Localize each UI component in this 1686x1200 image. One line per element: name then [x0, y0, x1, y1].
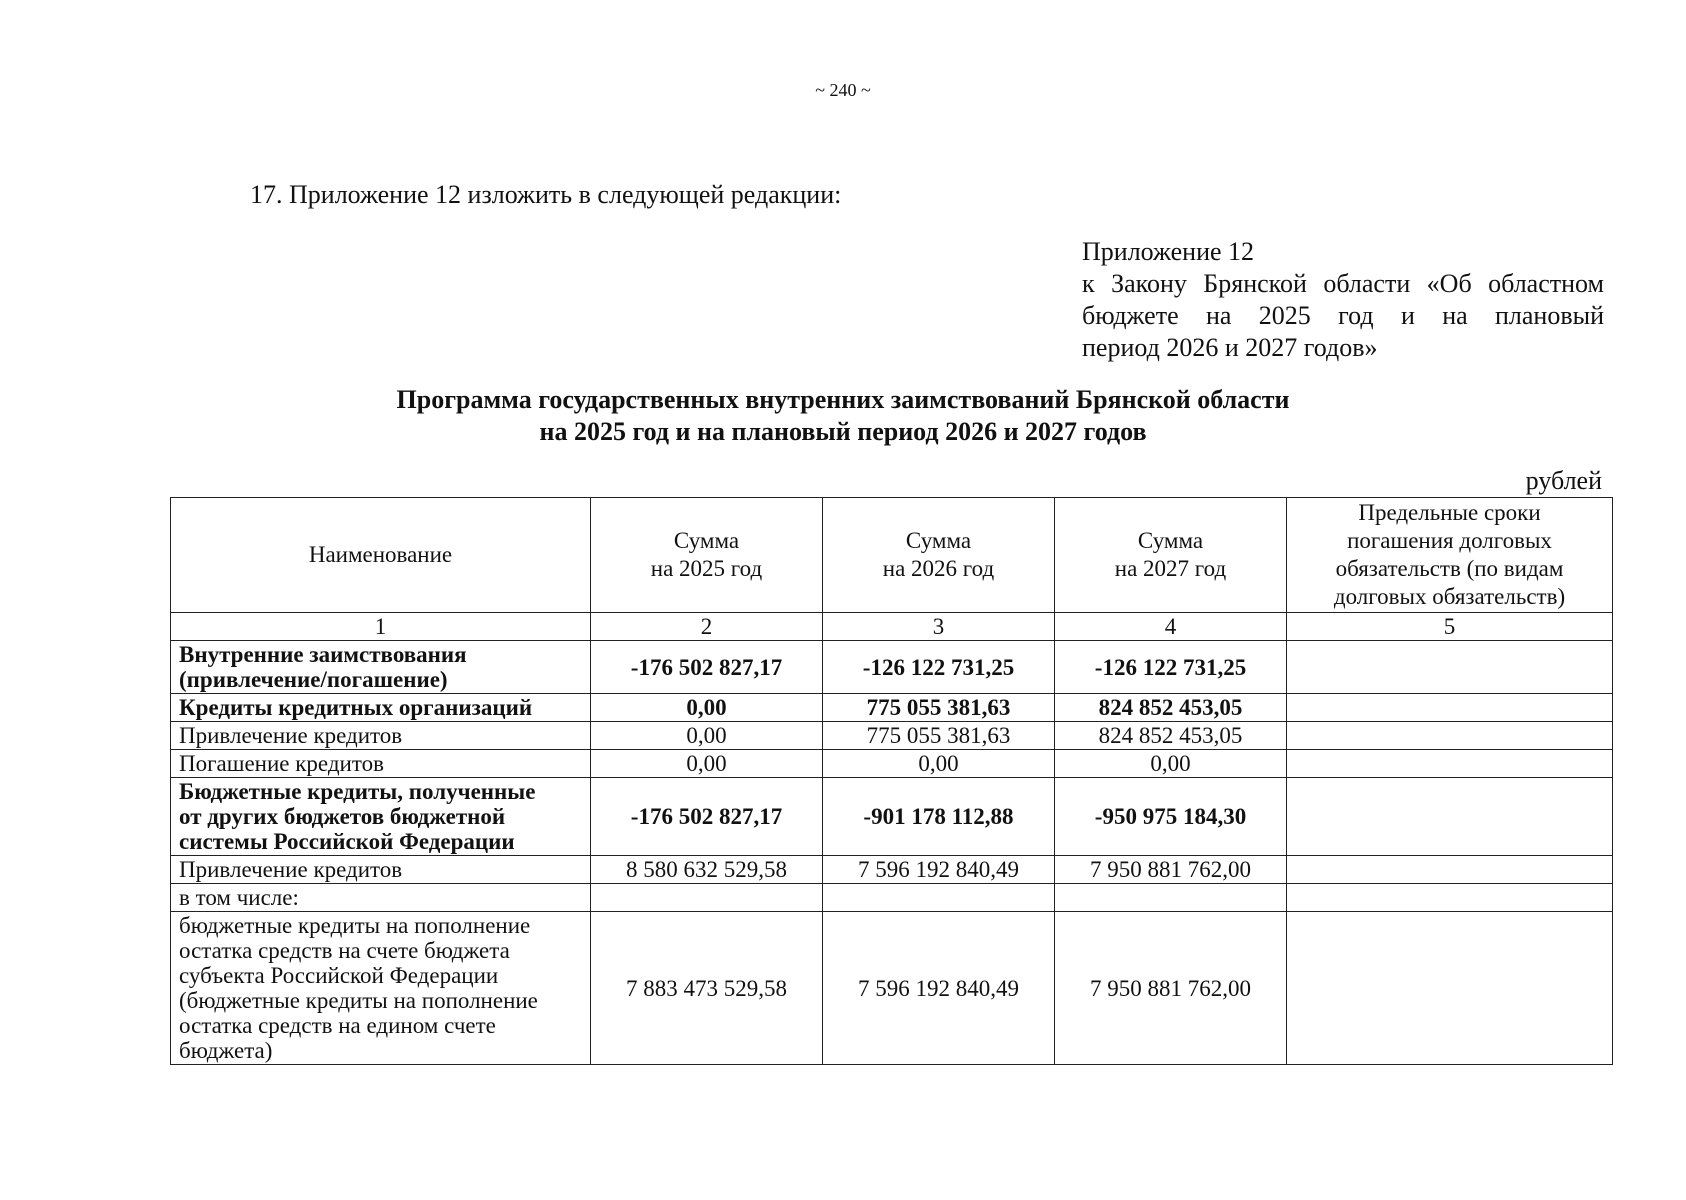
value-2027: 7 950 881 762,00 — [1055, 912, 1287, 1065]
value-2025: 0,00 — [591, 722, 823, 750]
appendix-ref-line: Приложение 12 — [1082, 237, 1255, 266]
appendix-ref-line: к Закону Брянской области «Об областном — [1082, 269, 1604, 298]
header-repayment-terms: Предельные сроки погашения долговых обязательств (по видам долговых обязательств) — [1287, 498, 1613, 613]
row-name: в том числе: — [171, 884, 591, 912]
value-2025: 0,00 — [591, 694, 823, 722]
value-2026: 7 596 192 840,49 — [823, 856, 1055, 884]
row-name: Погашение кредитов — [171, 750, 591, 778]
value-2025 — [591, 884, 823, 912]
table-row — [171, 912, 1613, 1065]
header-sum-2027: Сумма на 2027 год — [1055, 498, 1287, 613]
column-index: 1 — [171, 613, 591, 641]
borrowing-program-table — [170, 497, 1613, 1065]
column-index: 5 — [1287, 613, 1613, 641]
value-2025: 8 580 632 529,58 — [591, 856, 823, 884]
value-2027: 7 950 881 762,00 — [1055, 856, 1287, 884]
value-2026: -901 178 112,88 — [823, 778, 1055, 856]
table-header-row — [171, 498, 1613, 613]
value-2025: 7 883 473 529,58 — [591, 912, 823, 1065]
page-number: ~ 240 ~ — [815, 80, 871, 100]
document-title-line: Программа государственных внутренних заимствований Брянской области — [396, 385, 1290, 414]
header-sum-2025: Сумма на 2025 год — [591, 498, 823, 613]
value-2027 — [1055, 884, 1287, 912]
value-2025: -176 502 827,17 — [591, 641, 823, 694]
repayment-terms — [1287, 722, 1613, 750]
table-row — [171, 750, 1613, 778]
row-name: Внутренние заимствования (привлечение/погашение) — [171, 641, 591, 694]
row-name: бюджетные кредиты на пополнение остатка средств на счете бюджета субъекта Российской Федерации (бюджетные кредиты на пополнение остатка средств на едином счете бюджета) — [171, 912, 591, 1065]
column-index-row — [171, 613, 1613, 641]
repayment-terms — [1287, 694, 1613, 722]
table-row — [171, 641, 1613, 694]
value-2026: 775 055 381,63 — [823, 694, 1055, 722]
table-row — [171, 722, 1613, 750]
row-name: Кредиты кредитных организаций — [171, 694, 591, 722]
value-2027: 0,00 — [1055, 750, 1287, 778]
value-2025: 0,00 — [591, 750, 823, 778]
value-2026: 7 596 192 840,49 — [823, 912, 1055, 1065]
column-index: 4 — [1055, 613, 1287, 641]
repayment-terms — [1287, 912, 1613, 1065]
row-name: Бюджетные кредиты, полученные от других бюджетов бюджетной системы Российской Федерации — [171, 778, 591, 856]
repayment-terms — [1287, 641, 1613, 694]
value-2026 — [823, 884, 1055, 912]
row-name: Привлечение кредитов — [171, 722, 591, 750]
column-index: 3 — [823, 613, 1055, 641]
value-2027: 824 852 453,05 — [1055, 722, 1287, 750]
unit-label: рублей — [1525, 466, 1602, 495]
repayment-terms — [1287, 884, 1613, 912]
appendix-reference — [1082, 236, 1604, 364]
appendix-ref-line: бюджете на 2025 год и на плановый — [1082, 301, 1604, 330]
row-name: Привлечение кредитов — [171, 856, 591, 884]
value-2027: -950 975 184,30 — [1055, 778, 1287, 856]
value-2026: 775 055 381,63 — [823, 722, 1055, 750]
repayment-terms — [1287, 750, 1613, 778]
table-row — [171, 856, 1613, 884]
value-2025: -176 502 827,17 — [591, 778, 823, 856]
header-name: Наименование — [171, 498, 591, 613]
instruction-text: 17. Приложение 12 изложить в следующей редакции: — [250, 180, 842, 209]
repayment-terms — [1287, 778, 1613, 856]
document-title — [0, 384, 1686, 448]
header-sum-2026: Сумма на 2026 год — [823, 498, 1055, 613]
table-row — [171, 884, 1613, 912]
value-2027: -126 122 731,25 — [1055, 641, 1287, 694]
column-index: 2 — [591, 613, 823, 641]
document-title-line: на 2025 год и на плановый период 2026 и 2027 годов — [539, 417, 1147, 446]
appendix-ref-line: период 2026 и 2027 годов» — [1082, 333, 1378, 362]
table-row — [171, 694, 1613, 722]
repayment-terms — [1287, 856, 1613, 884]
value-2027: 824 852 453,05 — [1055, 694, 1287, 722]
table-row — [171, 778, 1613, 856]
value-2026: -126 122 731,25 — [823, 641, 1055, 694]
value-2026: 0,00 — [823, 750, 1055, 778]
